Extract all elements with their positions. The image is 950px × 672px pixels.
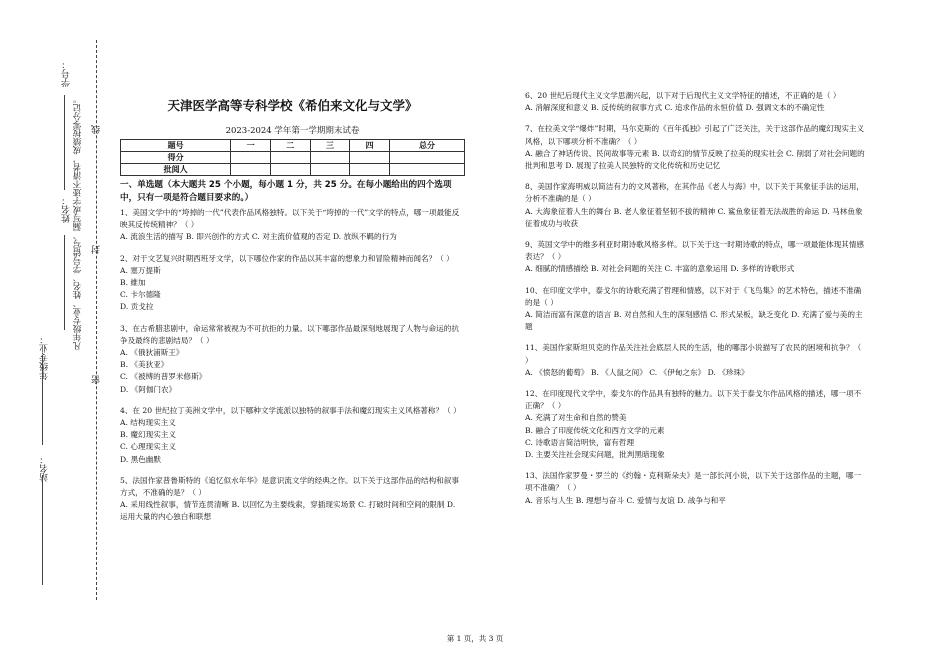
question-option: A. 塞万提斯	[120, 265, 161, 275]
section-heading: 一、单选题（本大题共 25 个小题，每小题 1 分，共 25 分。在每小题给出的四个选项中，只有一项是符合题目要求的。）	[120, 180, 452, 203]
question-stem: 1、美国文学中的“垮掉的一代”代表作品风格独特。以下关于“垮掉的一代”文学的特点，哪一项最能反映其反传统精神？（ ）	[120, 208, 460, 230]
binding-underline-zhanming	[42, 475, 43, 585]
question-option: A. 简洁而富有深意的语言 B. 对自然和人生的深刻感悟 C. 形式呆板，缺乏变化 D. 充满了爱与美的主题	[525, 310, 863, 332]
page-footer: 第 1 页，共 3 页	[446, 634, 504, 643]
score-cell	[270, 152, 310, 164]
question-item	[525, 239, 865, 276]
score-table-header-row	[121, 140, 465, 152]
question-option: C. 卡尔德隆	[120, 290, 161, 300]
question-stem: 4、在 20 世纪拉丁美洲文学中，以下哪种文学流派以独特的叙事手法和魔幻现实主义风格著称？（ ）	[120, 405, 461, 415]
question-option: D. 黑色幽默	[120, 454, 162, 464]
question-option: D. 主要关注社会现实问题，批判黑暗现象	[525, 450, 665, 460]
binding-underline-nianji	[42, 355, 43, 445]
question-item	[120, 405, 465, 466]
question-list-left	[120, 207, 465, 524]
question-option: C. 心理现实主义	[120, 442, 176, 452]
score-cell	[350, 152, 390, 164]
question-option: A. 融合了神话传说、民间故事等元素 B. 以奇幻的情节反映了拉美的现实社会 C. 削弱了对社会问题的批判和思考 D. 展现了拉美人民独特的文化传统和历史记忆	[525, 148, 865, 171]
question-option: A. 流浪生活的描写 B. 即兴创作的方式 C. 对主流价值观的否定 D. 放纵不羁的行为	[120, 232, 397, 242]
question-stem: 7、在拉美文学“爆炸”时期，马尔克斯的《百年孤独》引起了广泛关注，关于这部作品的魔幻现实主义风格，以下哪项分析不准确？（ ）	[525, 124, 865, 146]
score-header-cell: 二	[270, 140, 310, 152]
binding-xingming-label: 姓名：	[62, 196, 72, 223]
exam-subtitle: 2023-2024 学年第一学期期末试卷	[225, 126, 360, 136]
left-column	[120, 90, 465, 533]
score-cell	[390, 164, 465, 176]
question-stem: 6、20 世纪后现代主义文学思潮兴起，以下对于后现代主义文学特征的描述，不正确的是（ ）	[525, 91, 841, 100]
question-option: A. 《愤怒的葡萄》 B. 《人鼠之间》 C. 《伊甸之东》 D. 《珍珠》	[525, 367, 749, 377]
question-item	[525, 181, 865, 230]
question-option: A. 音乐与人生 B. 理想与奋斗 C. 爱情与友谊 D. 战争与和平	[525, 495, 726, 505]
question-item	[525, 90, 865, 114]
question-option: D. 《阿伽门农》	[120, 384, 177, 394]
question-stem: 5、法国作家普鲁斯特的《追忆似水年华》是意识流文学的经典之作。以下关于这部作品的结构和叙事方式，不准确的是？（ ）	[120, 475, 459, 498]
question-option: A. 采用线性叙事，情节连贯清晰 B. 以回忆为主要线索，穿插现实场景 C. 打破时间和空间的限制 D. 运用大量的内心独白和联想	[120, 500, 456, 522]
score-table-row	[121, 152, 465, 164]
binding-underline-xingming	[64, 235, 65, 330]
question-item	[525, 388, 865, 461]
question-item	[120, 323, 465, 396]
score-row-label: 得分	[121, 152, 231, 164]
question-stem: 3、在古希腊悲剧中，命运常常被视为不可抗拒的力量。以下哪部作品最深刻地展现了人物与命运的抗争及最终的悲剧结局？（ ）	[120, 323, 459, 345]
question-item	[120, 207, 465, 244]
question-option: B. 維加	[120, 278, 146, 288]
binding-zhanming-label: 站名：	[40, 455, 50, 482]
question-item	[525, 470, 865, 507]
question-option: C. 《被缚的普罗米修斯》	[120, 372, 207, 382]
score-cell	[310, 152, 350, 164]
score-table	[120, 139, 465, 176]
score-header-cell: 三	[310, 140, 350, 152]
binding-line-mi: 密	[92, 375, 102, 384]
question-option: A. 消解深度和意义 B. 反传统的叙事方式 C. 追求作品的永恒价值 D. 强调文本的不确定性	[525, 103, 825, 113]
question-option: B. 《美狄亚》	[120, 360, 169, 370]
question-item	[120, 475, 465, 524]
question-option: A. 充满了对生命和自然的赞美	[525, 413, 627, 423]
score-cell	[270, 164, 310, 176]
binding-notice: 凡年级专业、姓名、学号错写、漏写或字迹不清者，成绩按零分记。	[73, 95, 83, 350]
binding-line-feng: 封	[92, 245, 102, 254]
binding-xuehao-label: 学号：	[62, 60, 72, 87]
question-item	[525, 123, 865, 172]
question-item	[525, 285, 865, 334]
right-column	[525, 90, 865, 516]
question-item	[525, 342, 865, 379]
question-option: B. 魔幻现实主义	[120, 430, 176, 440]
score-header-cell: 四	[350, 140, 390, 152]
binding-line-xian: 线	[92, 125, 102, 134]
page-title: 天津医学高等专科学校《希伯来文化与文学》	[167, 98, 418, 113]
question-stem: 2、对于文艺复兴时期西班牙文学，以下哪位作家的作品以其丰富的想象力和冒险精神而闻名？（ ）	[120, 253, 454, 263]
score-table-row	[121, 164, 465, 176]
score-cell	[310, 164, 350, 176]
score-header-cell: 一	[231, 140, 271, 152]
question-option: C. 诗歌语言简洁明快，富有哲理	[525, 437, 635, 447]
question-stem: 8、美国作家海明威以简洁有力的文风著称，在其作品《老人与海》中，以下关于其象征手法的运用，分析不准确的是（ ）	[525, 182, 864, 204]
binding-dash-line	[96, 40, 97, 600]
score-header-cell: 题号	[121, 140, 231, 152]
binding-nianji-label: 年级专业：	[40, 335, 50, 380]
question-stem: 10、在印度文学中，泰戈尔的诗歌充满了哲理和情感，以下对于《飞鸟集》的艺术特色，描述不准确的是（ ）	[525, 285, 862, 307]
score-header-cell: 总分	[390, 140, 465, 152]
score-cell	[231, 152, 271, 164]
question-stem: 9、英国文学中的维多利亚时期诗歌风格多样。以下关于这一时期诗歌的特点，哪一项最能体现其情感表达？（ ）	[525, 240, 864, 262]
score-row-label: 批阅人	[121, 164, 231, 176]
score-cell	[390, 152, 465, 164]
score-cell	[350, 164, 390, 176]
question-option: D. 贡戈拉	[120, 302, 154, 312]
question-item	[120, 253, 465, 314]
question-option: A. 细腻的情感描绘 B. 对社会问题的关注 C. 丰富的意象运用 D. 多样的诗歌形式	[525, 264, 795, 274]
question-option: B. 融合了印度传统文化和西方文学的元素	[525, 425, 665, 435]
question-list-right	[525, 90, 865, 507]
question-option: A. 大海象征着人生的舞台 B. 老人象征着坚韧不拔的精神 C. 鲨鱼象征着无法战胜的命运 D. 马林鱼象征着成功与收获	[525, 206, 863, 228]
question-option: A. 结构现实主义	[120, 418, 176, 428]
binding-underline-xuehao	[64, 95, 65, 190]
question-stem: 13、法国作家罗曼・罗兰的《约翰・克利斯朵夫》是一部长河小说，以下关于这部作品的主题，哪一项不准确？（ ）	[525, 471, 862, 493]
question-stem: 11、美国作家斯坦贝克的作品关注社会底层人民的生活，他的哪部小说描写了农民的困境和抗争？（ ）	[525, 343, 864, 365]
question-stem: 12、在印度现代文学中，泰戈尔的作品具有独特的魅力。以下关于泰戈尔作品风格的描述，哪一项不正确？（ ）	[525, 389, 862, 411]
score-cell	[231, 164, 271, 176]
question-option: A. 《俄狄浦斯王》	[120, 348, 184, 358]
